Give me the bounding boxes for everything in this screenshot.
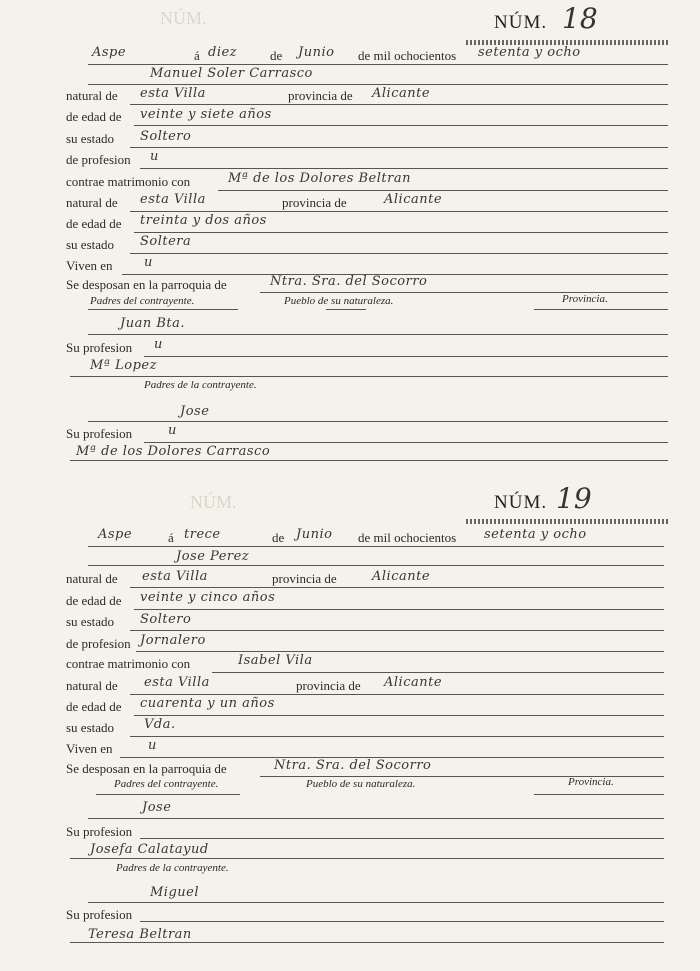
entry-number-label: NÚM. bbox=[494, 492, 548, 513]
groom-provincia-label: provincia de bbox=[272, 571, 337, 586]
groom-profession: Jornalero bbox=[140, 633, 206, 648]
bride-father: Miguel bbox=[150, 885, 200, 900]
groom-age-label: de edad de bbox=[66, 593, 122, 608]
viven-label: Viven en bbox=[66, 741, 113, 756]
groom-profession: u bbox=[150, 149, 159, 164]
bride-status: Soltera bbox=[140, 234, 192, 249]
bride-status-label: su estado bbox=[66, 237, 115, 252]
caption-provincia: Provincia. bbox=[568, 776, 614, 788]
groom-provincia: Alicante bbox=[372, 569, 431, 584]
groom-father: Jose bbox=[142, 800, 172, 815]
bride-name: Mª de los Dolores Beltran bbox=[228, 171, 411, 186]
groom-age-label: de edad de bbox=[66, 109, 122, 124]
date-mil: de mil ochocientos bbox=[358, 530, 457, 545]
groom-age: veinte y cinco años bbox=[140, 590, 276, 605]
desposan-label: Se desposan en la parroquia de bbox=[66, 277, 227, 292]
groom-status-label: su estado bbox=[66, 131, 115, 146]
bride-provincia-label: provincia de bbox=[282, 195, 347, 210]
groom-profession-label: de profesion bbox=[66, 152, 131, 167]
date-de: de bbox=[272, 530, 285, 545]
groom-profession-label: de profesion bbox=[66, 636, 131, 651]
bleed-through-mark: NÚM. bbox=[190, 492, 237, 512]
bride-father: Jose bbox=[180, 404, 210, 419]
groom-natural-label: natural de bbox=[66, 88, 118, 103]
bride-mother: Mª de los Dolores Carrasco bbox=[76, 444, 271, 459]
desposan-label: Se desposan en la parroquia de bbox=[66, 761, 227, 776]
caption-provincia: Provincia. bbox=[562, 293, 608, 305]
date-year: setenta y ocho bbox=[478, 45, 581, 60]
contrae-label: contrae matrimonio con bbox=[66, 656, 191, 671]
viven-value: u bbox=[148, 738, 157, 753]
groom-provincia: Alicante bbox=[372, 86, 431, 101]
groom-mother: Mª Lopez bbox=[90, 358, 157, 373]
contrae-label: contrae matrimonio con bbox=[66, 174, 191, 189]
caption-pueblo: Pueblo de su naturaleza. bbox=[306, 778, 416, 790]
caption-padres-contrayenta: Padres de la contrayente. bbox=[116, 862, 229, 874]
bride-status-label: su estado bbox=[66, 720, 115, 735]
date-year: setenta y ocho bbox=[484, 527, 587, 542]
caption-padres-contrayente: Padres del contrayente. bbox=[114, 778, 219, 790]
bride-status: Vda. bbox=[144, 717, 176, 732]
bleed-through-mark: NÚM. bbox=[160, 8, 207, 28]
bride-provincia: Alicante bbox=[384, 192, 443, 207]
caption-padres-contrayente: Padres del contrayente. bbox=[90, 295, 195, 307]
date-day: diez bbox=[208, 45, 238, 60]
groom-provincia-label: provincia de bbox=[288, 88, 353, 103]
groom-status-label: su estado bbox=[66, 614, 115, 629]
parish: Ntra. Sra. del Socorro bbox=[274, 758, 432, 773]
ornament-rule bbox=[466, 519, 669, 524]
bride-provincia-label: provincia de bbox=[296, 678, 361, 693]
date-month: Junio bbox=[298, 45, 335, 60]
bride-name: Isabel Vila bbox=[238, 653, 313, 668]
groom-natural-label: natural de bbox=[66, 571, 118, 586]
bride-father-profession-label: Su profesion bbox=[66, 426, 133, 441]
groom-age: veinte y siete años bbox=[140, 107, 272, 122]
entry-number-handwritten: 19 bbox=[556, 482, 592, 515]
parish: Ntra. Sra. del Socorro bbox=[270, 274, 428, 289]
bride-natural: esta Villa bbox=[140, 192, 206, 207]
caption-padres-contrayenta: Padres de la contrayente. bbox=[144, 379, 257, 391]
date-mil: de mil ochocientos bbox=[358, 48, 457, 63]
bride-natural-label: natural de bbox=[66, 195, 118, 210]
bride-provincia: Alicante bbox=[384, 675, 443, 690]
date-day: trece bbox=[184, 527, 221, 542]
date-a: á bbox=[194, 48, 200, 63]
groom-father-profession: u bbox=[154, 337, 163, 352]
groom-natural: esta Villa bbox=[142, 569, 208, 584]
date-de: de bbox=[270, 48, 283, 63]
caption-pueblo: Pueblo de su naturaleza. bbox=[284, 295, 394, 307]
date-month: Junio bbox=[296, 527, 333, 542]
groom-name: Manuel Soler Carrasco bbox=[150, 66, 313, 81]
bride-age: treinta y dos años bbox=[140, 213, 267, 228]
groom-status: Soltero bbox=[140, 129, 192, 144]
bride-natural: esta Villa bbox=[144, 675, 210, 690]
bride-age: cuarenta y un años bbox=[140, 696, 275, 711]
groom-father-profession-label: Su profesion bbox=[66, 340, 133, 355]
groom-father: Juan Bta. bbox=[120, 316, 185, 331]
bride-father-profession: u bbox=[168, 423, 177, 438]
date-place: Aspe bbox=[92, 45, 127, 60]
groom-natural: esta Villa bbox=[140, 86, 206, 101]
entry-number-label: NÚM. bbox=[494, 12, 548, 33]
groom-mother: Josefa Calatayud bbox=[90, 842, 209, 857]
groom-status: Soltero bbox=[140, 612, 192, 627]
groom-father-profession-label: Su profesion bbox=[66, 824, 133, 839]
bride-natural-label: natural de bbox=[66, 678, 118, 693]
groom-name: Jose Perez bbox=[176, 549, 250, 564]
bride-father-profession-label: Su profesion bbox=[66, 907, 133, 922]
bride-age-label: de edad de bbox=[66, 216, 122, 231]
entry-number-handwritten: 18 bbox=[562, 2, 598, 35]
date-a: á bbox=[168, 530, 174, 545]
date-place: Aspe bbox=[98, 527, 133, 542]
bride-mother: Teresa Beltran bbox=[88, 927, 192, 942]
viven-label: Viven en bbox=[66, 258, 113, 273]
bride-age-label: de edad de bbox=[66, 699, 122, 714]
viven-value: u bbox=[144, 255, 153, 270]
